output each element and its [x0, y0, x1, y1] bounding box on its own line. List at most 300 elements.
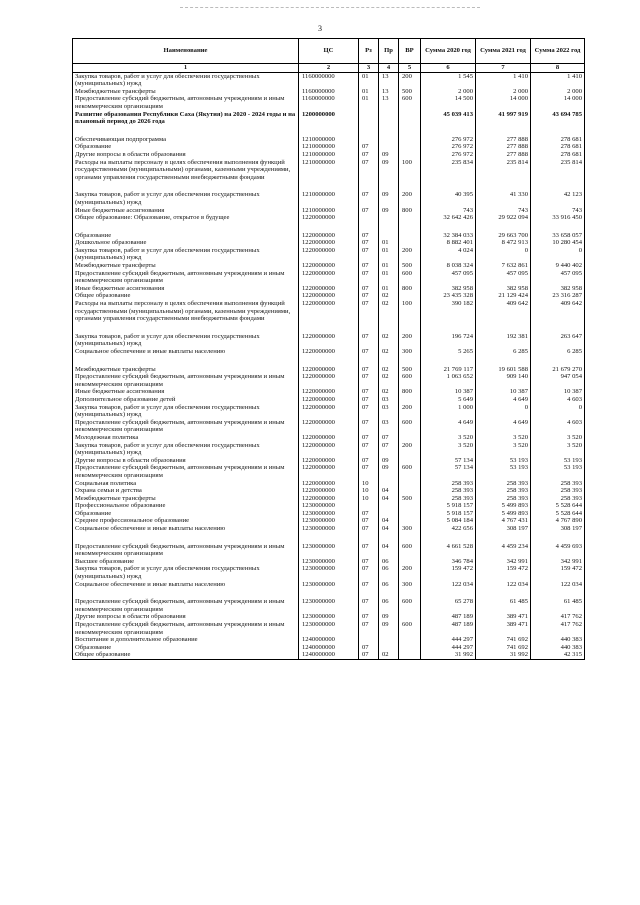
cell-cs: 1220000000 — [299, 262, 359, 270]
cell-cs: 1210000000 — [299, 191, 359, 206]
cell-sum-2021: 258 393 — [476, 487, 531, 495]
table-row — [73, 636, 585, 644]
cell-rz: 07 — [359, 442, 379, 457]
spacer-cell — [379, 126, 399, 136]
spacer-cell — [421, 533, 476, 543]
cell-sum-2021: 21 129 424 — [476, 292, 531, 300]
cell-rz: 07 — [359, 333, 379, 348]
table-row — [73, 396, 585, 404]
cell-cs: 1210000000 — [299, 136, 359, 144]
cell-sum-2022: 6 285 — [531, 348, 585, 356]
spacer-cell — [73, 356, 299, 366]
cell-sum-2022: 42 123 — [531, 191, 585, 206]
spacer-cell — [399, 323, 421, 333]
cell-sum-2020: 5 084 184 — [421, 517, 476, 525]
cell-sum-2022: 308 197 — [531, 525, 585, 533]
cell-vr — [399, 613, 421, 621]
col-number: 4 — [379, 64, 399, 73]
cell-cs: 1220000000 — [299, 404, 359, 419]
cell-sum-2022: 457 095 — [531, 270, 585, 285]
cell-sum-2020: 23 435 328 — [421, 292, 476, 300]
spacer-cell — [476, 356, 531, 366]
cell-pr: 06 — [379, 558, 399, 566]
cell-rz: 01 — [359, 95, 379, 110]
spacer-row — [73, 356, 585, 366]
spacer-cell — [531, 323, 585, 333]
spacer-cell — [399, 126, 421, 136]
spacer-cell — [73, 588, 299, 598]
cell-pr: 04 — [379, 517, 399, 525]
cell-cs: 1220000000 — [299, 239, 359, 247]
table-row — [73, 151, 585, 159]
cell-sum-2020: 382 958 — [421, 285, 476, 293]
cell-vr — [399, 558, 421, 566]
header-sum-2021: Сумма 2021 год — [476, 39, 531, 64]
cell-sum-2022: 53 193 — [531, 457, 585, 465]
table-row — [73, 388, 585, 396]
cell-cs: 1220000000 — [299, 285, 359, 293]
spacer-cell — [531, 126, 585, 136]
cell-sum-2021: 1 410 — [476, 72, 531, 88]
cell-rz: 10 — [359, 487, 379, 495]
cell-sum-2021: 909 140 — [476, 373, 531, 388]
cell-cs: 1220000000 — [299, 333, 359, 348]
cell-pr: 02 — [379, 373, 399, 388]
cell-pr: 04 — [379, 543, 399, 558]
cell-sum-2020: 32 384 033 — [421, 232, 476, 240]
cell-sum-2020: 1 000 — [421, 404, 476, 419]
cell-sum-2020: 5 265 — [421, 348, 476, 356]
cell-name: Высшее образование — [73, 558, 299, 566]
cell-sum-2022: 278 681 — [531, 143, 585, 151]
cell-sum-2022: 33 658 057 — [531, 232, 585, 240]
cell-sum-2022: 0 — [531, 404, 585, 419]
cell-rz — [359, 214, 379, 222]
cell-sum-2022: 258 393 — [531, 487, 585, 495]
cell-sum-2021: 741 692 — [476, 636, 531, 644]
cell-rz: 07 — [359, 613, 379, 621]
table-row — [73, 348, 585, 356]
spacer-cell — [359, 181, 379, 191]
cell-name: Дошкольное образование — [73, 239, 299, 247]
cell-sum-2022: 5 528 644 — [531, 510, 585, 518]
table-row — [73, 285, 585, 293]
cell-pr: 04 — [379, 525, 399, 533]
top-rule — [180, 7, 480, 9]
spacer-cell — [379, 222, 399, 232]
spacer-row — [73, 533, 585, 543]
cell-name: Молодежная политика — [73, 434, 299, 442]
cell-rz: 07 — [359, 373, 379, 388]
cell-sum-2021: 4 649 — [476, 396, 531, 404]
table-row — [73, 404, 585, 419]
cell-name: Предоставление субсидий бюджетным, автономным учреждениям и иным некоммерческим организациям — [73, 95, 299, 110]
cell-sum-2022: 235 814 — [531, 159, 585, 182]
spacer-cell — [299, 126, 359, 136]
table-row — [73, 111, 585, 126]
cell-sum-2020: 3 520 — [421, 442, 476, 457]
cell-cs: 1230000000 — [299, 510, 359, 518]
cell-vr: 800 — [399, 207, 421, 215]
cell-name: Иные бюджетные ассигнования — [73, 207, 299, 215]
cell-sum-2021: 19 601 588 — [476, 366, 531, 374]
cell-vr: 600 — [399, 598, 421, 613]
cell-pr: 02 — [379, 348, 399, 356]
cell-rz: 07 — [359, 348, 379, 356]
table-row — [73, 502, 585, 510]
cell-cs: 1230000000 — [299, 565, 359, 580]
cell-sum-2022: 4 603 — [531, 419, 585, 434]
cell-cs: 1220000000 — [299, 292, 359, 300]
cell-vr: 500 — [399, 366, 421, 374]
cell-sum-2022: 0 — [531, 247, 585, 262]
cell-rz — [359, 636, 379, 644]
cell-sum-2022: 4 767 890 — [531, 517, 585, 525]
table-row — [73, 95, 585, 110]
table-row — [73, 487, 585, 495]
cell-vr: 600 — [399, 270, 421, 285]
cell-rz: 10 — [359, 480, 379, 488]
cell-sum-2021: 159 472 — [476, 565, 531, 580]
cell-rz: 07 — [359, 232, 379, 240]
spacer-cell — [399, 181, 421, 191]
spacer-cell — [476, 323, 531, 333]
cell-name: Образование — [73, 232, 299, 240]
cell-cs: 1220000000 — [299, 388, 359, 396]
cell-rz: 07 — [359, 419, 379, 434]
cell-sum-2022: 43 694 785 — [531, 111, 585, 126]
cell-sum-2020: 31 992 — [421, 651, 476, 659]
cell-cs: 1210000000 — [299, 207, 359, 215]
cell-sum-2022: 14 000 — [531, 95, 585, 110]
cell-vr — [399, 434, 421, 442]
cell-name: Закупка товаров, работ и услуг для обеспечения государственных (муниципальных) нужд — [73, 442, 299, 457]
spacer-cell — [359, 323, 379, 333]
cell-name: Расходы на выплаты персоналу в целях обеспечения выполнения функций государственными (муниципальными) органами, казенными учреждениями, органами управления государственными внебюджетными фондами — [73, 159, 299, 182]
table-row — [73, 214, 585, 222]
cell-sum-2022: 159 472 — [531, 565, 585, 580]
cell-name: Межбюджетные трансферты — [73, 366, 299, 374]
spacer-cell — [399, 533, 421, 543]
cell-rz: 07 — [359, 300, 379, 323]
cell-pr: 09 — [379, 457, 399, 465]
cell-sum-2020: 57 134 — [421, 457, 476, 465]
cell-sum-2020: 4 649 — [421, 419, 476, 434]
table-row — [73, 373, 585, 388]
spacer-cell — [359, 588, 379, 598]
cell-pr: 03 — [379, 419, 399, 434]
table-row — [73, 510, 585, 518]
cell-vr: 200 — [399, 404, 421, 419]
cell-sum-2020: 487 189 — [421, 613, 476, 621]
cell-pr: 09 — [379, 621, 399, 636]
cell-pr: 04 — [379, 487, 399, 495]
cell-sum-2020: 743 — [421, 207, 476, 215]
cell-vr — [399, 651, 421, 659]
cell-sum-2021: 235 814 — [476, 159, 531, 182]
table-row — [73, 247, 585, 262]
table-row — [73, 159, 585, 182]
cell-name: Обеспечивающая подпрограмма — [73, 136, 299, 144]
spacer-cell — [379, 533, 399, 543]
spacer-cell — [379, 588, 399, 598]
cell-sum-2021: 14 000 — [476, 95, 531, 110]
cell-vr: 600 — [399, 543, 421, 558]
cell-name: Охрана семьи и детства — [73, 487, 299, 495]
cell-cs: 1220000000 — [299, 247, 359, 262]
cell-sum-2022: 4 459 693 — [531, 543, 585, 558]
cell-name: Предоставление субсидий бюджетным, автономным учреждениям и иным некоммерческим организациям — [73, 621, 299, 636]
table-row — [73, 207, 585, 215]
cell-name: Предоставление субсидий бюджетным, автономным учреждениям и иным некоммерческим организациям — [73, 543, 299, 558]
cell-rz: 07 — [359, 644, 379, 652]
cell-sum-2021: 41 330 — [476, 191, 531, 206]
spacer-cell — [359, 126, 379, 136]
cell-sum-2021: 29 922 094 — [476, 214, 531, 222]
cell-sum-2021: 277 888 — [476, 151, 531, 159]
cell-name: Иные бюджетные ассигнования — [73, 285, 299, 293]
cell-name: Предоставление субсидий бюджетным, автономным учреждениям и иным некоммерческим организациям — [73, 464, 299, 479]
spacer-cell — [476, 181, 531, 191]
spacer-cell — [73, 323, 299, 333]
cell-sum-2022: 5 528 644 — [531, 502, 585, 510]
cell-pr — [379, 502, 399, 510]
spacer-row — [73, 126, 585, 136]
spacer-cell — [476, 533, 531, 543]
cell-name: Социальное обеспечение и иные выплаты населению — [73, 348, 299, 356]
cell-vr — [399, 644, 421, 652]
cell-pr: 09 — [379, 191, 399, 206]
cell-sum-2020: 346 784 — [421, 558, 476, 566]
cell-name: Закупка товаров, работ и услуг для обеспечения государственных (муниципальных) нужд — [73, 404, 299, 419]
table-row — [73, 565, 585, 580]
spacer-cell — [421, 181, 476, 191]
cell-pr — [379, 480, 399, 488]
cell-sum-2021: 122 034 — [476, 581, 531, 589]
cell-name: Образование — [73, 644, 299, 652]
cell-sum-2021: 53 193 — [476, 457, 531, 465]
cell-sum-2020: 390 182 — [421, 300, 476, 323]
cell-pr — [379, 510, 399, 518]
cell-sum-2022: 278 681 — [531, 151, 585, 159]
table-row — [73, 613, 585, 621]
spacer-cell — [476, 588, 531, 598]
cell-sum-2022: 278 681 — [531, 136, 585, 144]
cell-sum-2022: 417 762 — [531, 621, 585, 636]
cell-sum-2020: 8 038 324 — [421, 262, 476, 270]
cell-rz: 07 — [359, 558, 379, 566]
cell-sum-2020: 122 034 — [421, 581, 476, 589]
header-sum-2020: Сумма 2020 год — [421, 39, 476, 64]
cell-vr: 800 — [399, 285, 421, 293]
cell-cs: 1220000000 — [299, 495, 359, 503]
cell-rz: 07 — [359, 396, 379, 404]
table-row — [73, 262, 585, 270]
col-number: 5 — [399, 64, 421, 73]
spacer-cell — [421, 126, 476, 136]
cell-pr — [379, 636, 399, 644]
cell-vr — [399, 239, 421, 247]
cell-cs: 1220000000 — [299, 480, 359, 488]
cell-vr — [399, 502, 421, 510]
cell-rz: 07 — [359, 581, 379, 589]
cell-pr: 01 — [379, 270, 399, 285]
cell-sum-2022: 440 383 — [531, 644, 585, 652]
spacer-cell — [421, 222, 476, 232]
cell-vr: 100 — [399, 159, 421, 182]
cell-rz: 07 — [359, 366, 379, 374]
cell-sum-2021: 277 888 — [476, 143, 531, 151]
header-rz: Рз — [359, 39, 379, 64]
cell-sum-2021: 277 888 — [476, 136, 531, 144]
cell-cs: 1210000000 — [299, 151, 359, 159]
cell-name: Воспитание и дополнительное образование — [73, 636, 299, 644]
table-row — [73, 88, 585, 96]
cell-rz: 07 — [359, 388, 379, 396]
cell-rz: 07 — [359, 207, 379, 215]
cell-sum-2022: 9 440 402 — [531, 262, 585, 270]
spacer-cell — [299, 533, 359, 543]
table-row — [73, 598, 585, 613]
cell-vr — [399, 232, 421, 240]
cell-sum-2020: 457 095 — [421, 270, 476, 285]
col-number: 7 — [476, 64, 531, 73]
cell-pr: 01 — [379, 285, 399, 293]
cell-pr: 03 — [379, 404, 399, 419]
table-row — [73, 621, 585, 636]
spacer-cell — [299, 181, 359, 191]
cell-rz: 07 — [359, 598, 379, 613]
table-body — [73, 72, 585, 659]
cell-vr — [399, 292, 421, 300]
cell-sum-2021: 409 642 — [476, 300, 531, 323]
cell-rz: 07 — [359, 404, 379, 419]
cell-sum-2021: 389 471 — [476, 613, 531, 621]
spacer-cell — [421, 323, 476, 333]
cell-name: Предоставление субсидий бюджетным, автономным учреждениям и иным некоммерческим организациям — [73, 270, 299, 285]
cell-sum-2022: 258 393 — [531, 480, 585, 488]
cell-name: Предоставление субсидий бюджетным, автономным учреждениям и иным некоммерческим организациям — [73, 598, 299, 613]
cell-sum-2020: 258 393 — [421, 495, 476, 503]
cell-pr: 02 — [379, 300, 399, 323]
spacer-cell — [421, 588, 476, 598]
cell-cs: 1230000000 — [299, 525, 359, 533]
cell-vr — [399, 457, 421, 465]
cell-sum-2021: 192 381 — [476, 333, 531, 348]
cell-rz: 07 — [359, 510, 379, 518]
cell-sum-2021: 308 197 — [476, 525, 531, 533]
spacer-cell — [359, 356, 379, 366]
spacer-row — [73, 323, 585, 333]
cell-sum-2020: 5 918 157 — [421, 502, 476, 510]
cell-pr — [379, 644, 399, 652]
cell-sum-2021: 3 520 — [476, 442, 531, 457]
cell-sum-2021: 741 692 — [476, 644, 531, 652]
cell-sum-2022: 440 383 — [531, 636, 585, 644]
cell-vr: 800 — [399, 388, 421, 396]
spacer-cell — [73, 126, 299, 136]
cell-vr: 100 — [399, 300, 421, 323]
spacer-cell — [531, 588, 585, 598]
header-name: Наименование — [73, 39, 299, 64]
cell-cs: 1230000000 — [299, 581, 359, 589]
cell-sum-2020: 14 500 — [421, 95, 476, 110]
table-row — [73, 558, 585, 566]
col-number: 6 — [421, 64, 476, 73]
cell-sum-2021: 0 — [476, 247, 531, 262]
table-row — [73, 495, 585, 503]
cell-rz — [359, 136, 379, 144]
cell-pr: 09 — [379, 151, 399, 159]
cell-name: Профессиональное образование — [73, 502, 299, 510]
cell-sum-2022: 53 193 — [531, 464, 585, 479]
cell-sum-2021: 4 649 — [476, 419, 531, 434]
col-number: 2 — [299, 64, 359, 73]
cell-cs: 1210000000 — [299, 159, 359, 182]
cell-cs: 1220000000 — [299, 419, 359, 434]
cell-sum-2021: 5 499 893 — [476, 502, 531, 510]
cell-pr — [379, 143, 399, 151]
cell-rz: 07 — [359, 292, 379, 300]
cell-cs: 1160000000 — [299, 72, 359, 88]
cell-vr — [399, 396, 421, 404]
spacer-cell — [399, 356, 421, 366]
cell-sum-2021: 53 193 — [476, 464, 531, 479]
cell-sum-2022: 10 387 — [531, 388, 585, 396]
cell-vr — [399, 136, 421, 144]
cell-cs: 1230000000 — [299, 517, 359, 525]
cell-vr: 500 — [399, 262, 421, 270]
spacer-cell — [476, 126, 531, 136]
cell-cs: 1220000000 — [299, 487, 359, 495]
cell-sum-2020: 276 972 — [421, 143, 476, 151]
col-number: 3 — [359, 64, 379, 73]
cell-sum-2021: 0 — [476, 404, 531, 419]
cell-name: Иные бюджетные ассигнования — [73, 388, 299, 396]
spacer-cell — [73, 222, 299, 232]
cell-name: Общее образование — [73, 292, 299, 300]
cell-rz: 07 — [359, 621, 379, 636]
cell-sum-2020: 487 189 — [421, 621, 476, 636]
cell-vr: 200 — [399, 72, 421, 88]
cell-rz: 07 — [359, 159, 379, 182]
cell-rz: 07 — [359, 247, 379, 262]
table-row — [73, 72, 585, 88]
cell-vr — [399, 214, 421, 222]
header-pr: Пр — [379, 39, 399, 64]
column-numbers-row — [73, 64, 585, 73]
cell-name: Закупка товаров, работ и услуг для обеспечения государственных (муниципальных) нужд — [73, 72, 299, 88]
cell-rz: 07 — [359, 270, 379, 285]
cell-sum-2020: 4 661 528 — [421, 543, 476, 558]
table-row — [73, 581, 585, 589]
cell-vr: 500 — [399, 88, 421, 96]
cell-rz — [359, 111, 379, 126]
cell-pr: 07 — [379, 434, 399, 442]
cell-vr: 600 — [399, 95, 421, 110]
cell-sum-2020: 1 063 652 — [421, 373, 476, 388]
cell-cs: 1220000000 — [299, 442, 359, 457]
spacer-cell — [379, 323, 399, 333]
cell-cs: 1220000000 — [299, 434, 359, 442]
spacer-cell — [299, 356, 359, 366]
cell-vr: 200 — [399, 333, 421, 348]
table-row — [73, 191, 585, 206]
table-row — [73, 525, 585, 533]
table-row — [73, 517, 585, 525]
spacer-cell — [531, 356, 585, 366]
cell-pr: 01 — [379, 262, 399, 270]
